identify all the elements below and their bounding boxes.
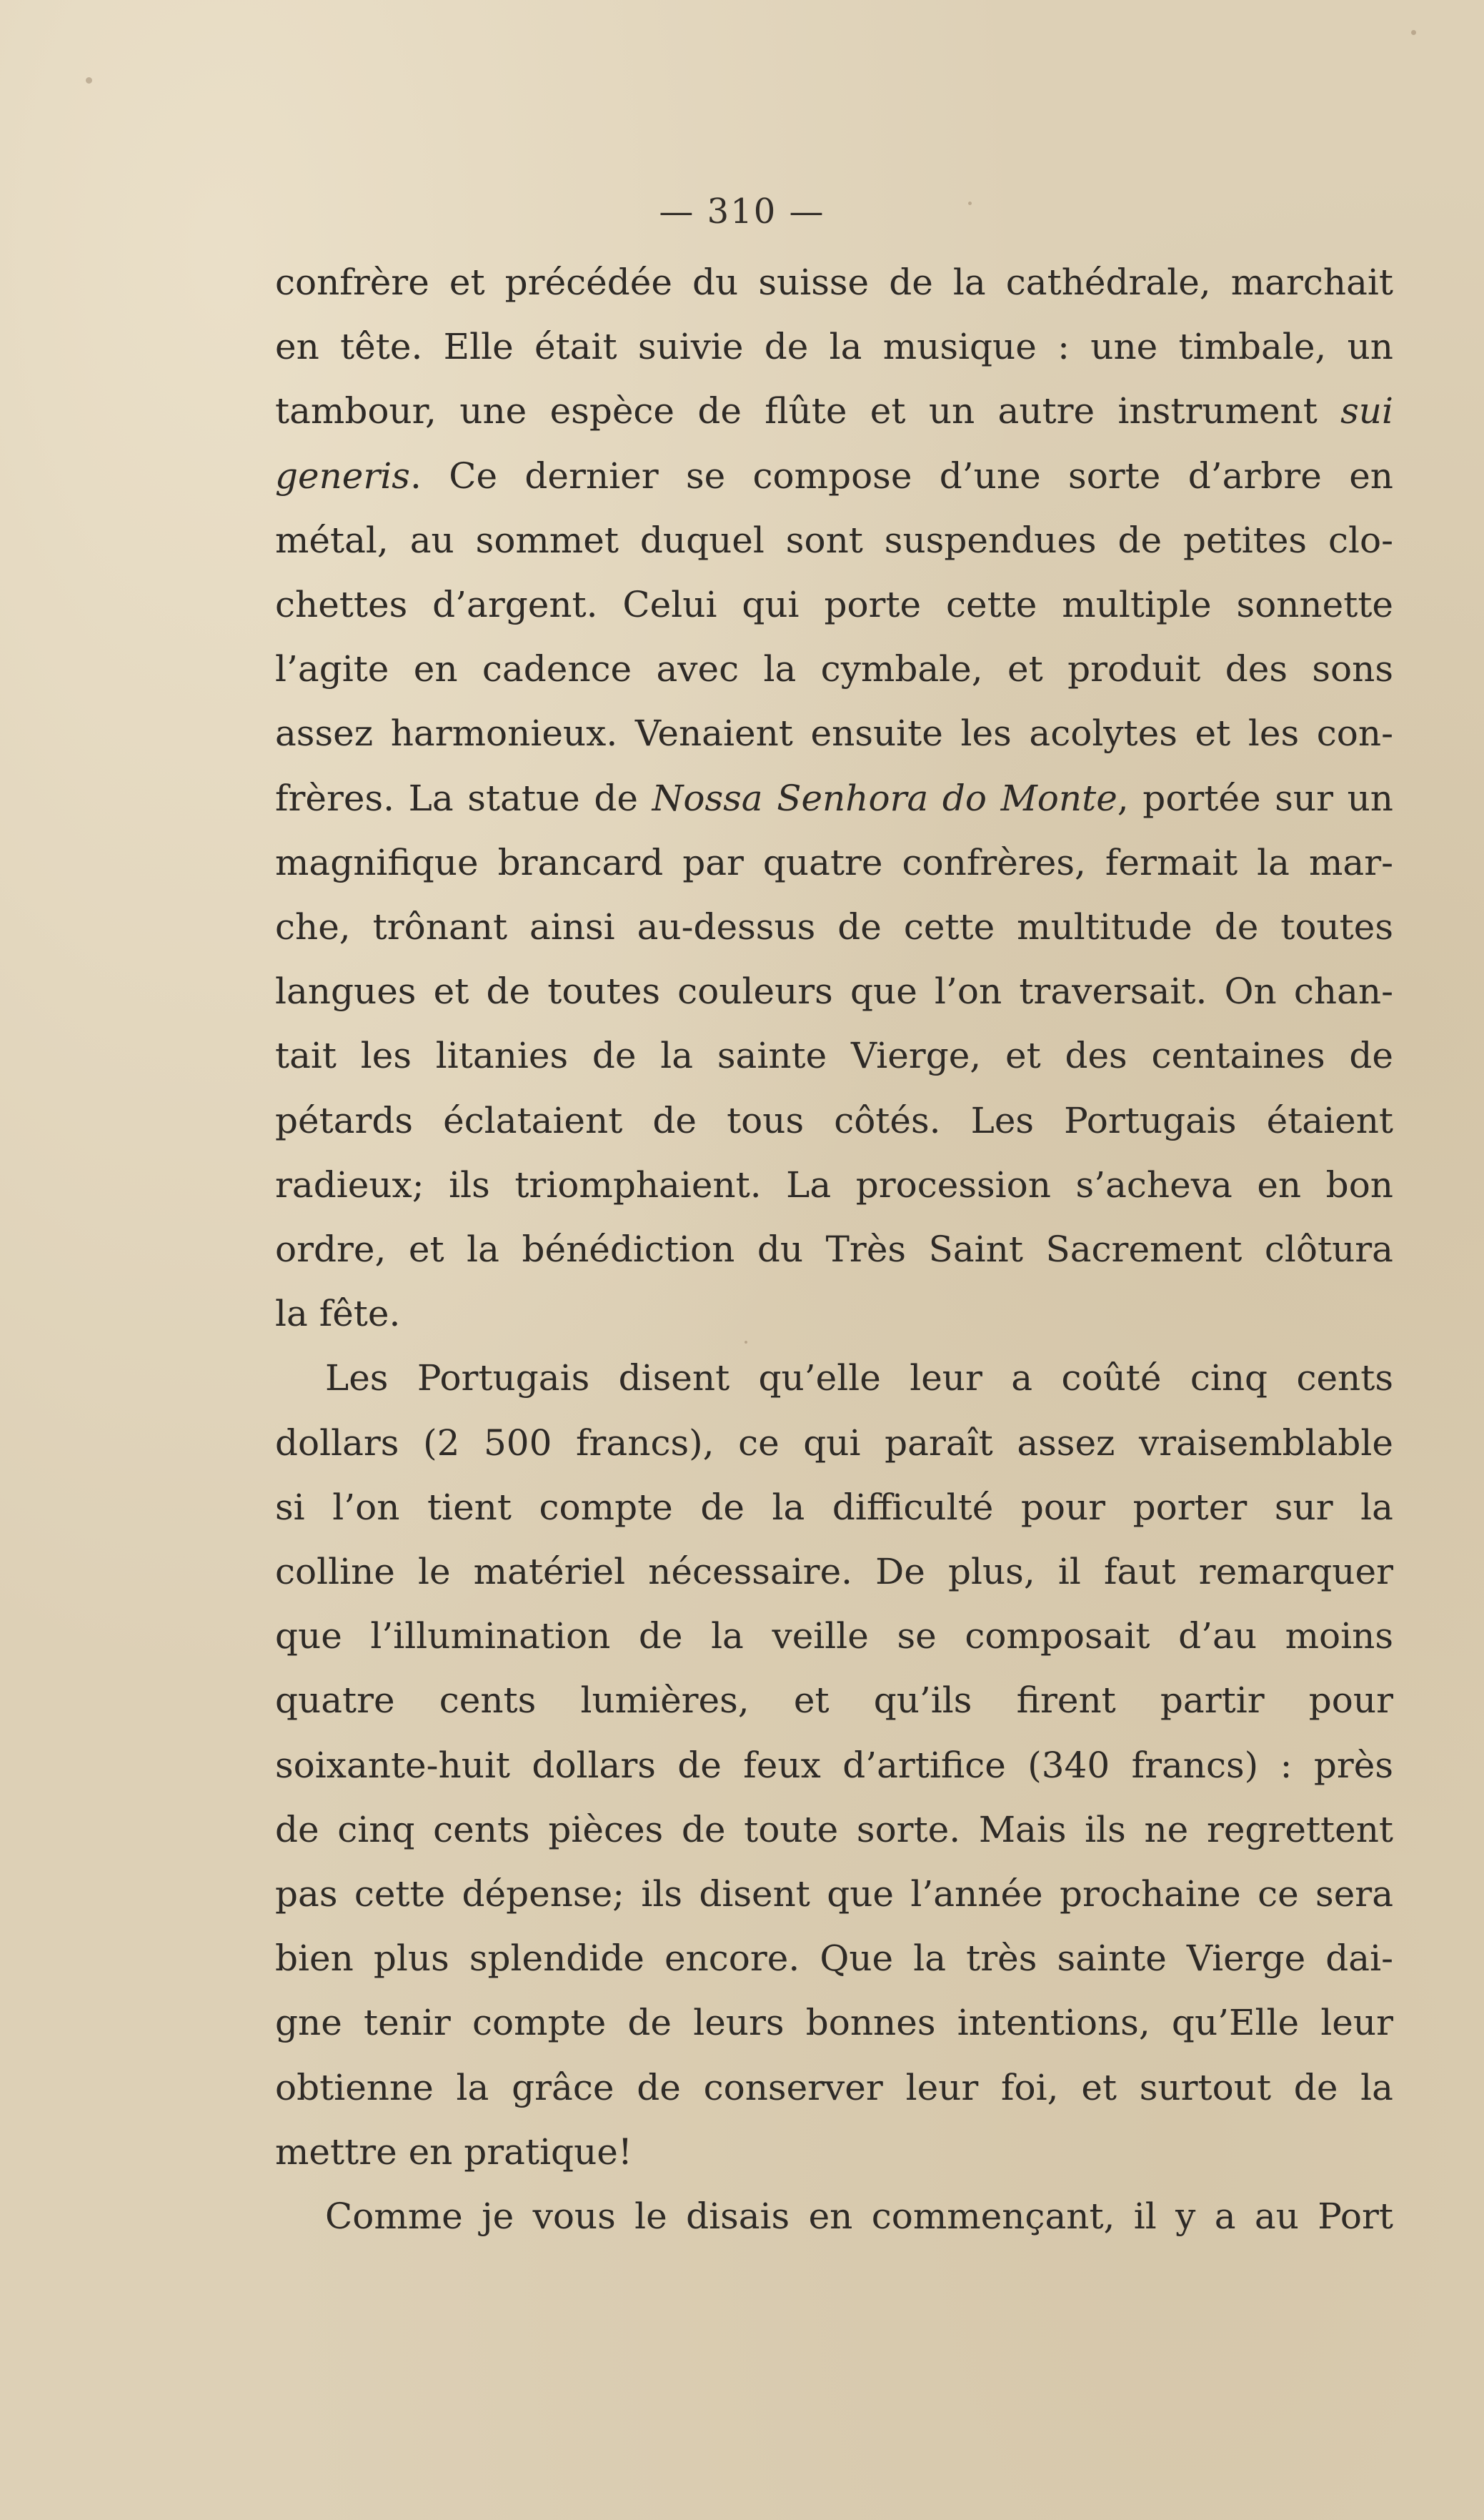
text-segment: chettes d’argent. Celui qui porte cette multiple sonnette bbox=[275, 584, 1393, 625]
text-segment: . Ce dernier se compose d’une sorte d’arbre en bbox=[409, 455, 1393, 497]
text-segment: que l’illumination de la veille se composait d’au moins bbox=[275, 1615, 1393, 1657]
text-line bbox=[275, 1668, 1393, 1732]
text-segment: colline le matériel nécessaire. De plus, il faut remarquer bbox=[275, 1551, 1393, 1592]
text-line bbox=[275, 1346, 1393, 1410]
text-segment: l’agite en cadence avec la cymbale, et produit des sons bbox=[275, 648, 1393, 690]
text-line bbox=[275, 1539, 1393, 1604]
text-line bbox=[275, 2120, 1393, 2184]
italic-segment: sui bbox=[1340, 390, 1393, 432]
text-line bbox=[275, 1862, 1393, 1926]
text-segment: Comme je vous le disais en commençant, il y a au Port bbox=[325, 2196, 1393, 2237]
text-line bbox=[275, 895, 1393, 959]
text-line bbox=[275, 1281, 1393, 1346]
text-segment: langues et de toutes couleurs que l’on traversait. On chan- bbox=[275, 971, 1393, 1012]
italic-segment: Nossa Senhora do Monte bbox=[652, 778, 1117, 819]
body-text bbox=[275, 250, 1393, 2394]
text-segment: Les Portugais disent qu’elle leur a coûté cinq cents bbox=[325, 1357, 1393, 1399]
paper-speck bbox=[86, 77, 92, 84]
paper-speck bbox=[1411, 30, 1416, 35]
text-segment: soixante-huit dollars de feux d’artifice (340 francs) : près bbox=[275, 1745, 1393, 1786]
text-line bbox=[275, 508, 1393, 572]
text-segment: dollars (2 500 francs), ce qui paraît assez vraisemblable bbox=[275, 1422, 1393, 1464]
text-line bbox=[275, 2055, 1393, 2120]
text-line bbox=[275, 766, 1393, 830]
text-line bbox=[275, 1217, 1393, 1281]
text-line bbox=[275, 1088, 1393, 1153]
text-segment: frères. La statue de bbox=[275, 778, 652, 819]
page-number: — 310 — bbox=[659, 192, 825, 232]
text-line bbox=[275, 959, 1393, 1023]
text-segment: assez harmonieux. Venaient ensuite les acolytes et les con- bbox=[275, 713, 1393, 754]
text-line bbox=[275, 1023, 1393, 1088]
text-segment: mettre en pratique! bbox=[275, 2131, 632, 2173]
text-line bbox=[275, 379, 1393, 443]
text-segment: métal, au sommet duquel sont suspendues de petites clo- bbox=[275, 520, 1393, 561]
text-segment: si l’on tient compte de la difficulté pour porter sur la bbox=[275, 1487, 1393, 1528]
text-line bbox=[275, 1926, 1393, 1990]
text-segment: magnifique brancard par quatre confrères, fermait la mar- bbox=[275, 842, 1393, 883]
text-line bbox=[275, 1153, 1393, 1217]
text-segment: bien plus splendide encore. Que la très sainte Vierge dai- bbox=[275, 1938, 1393, 1979]
text-line bbox=[275, 1990, 1393, 2055]
text-segment: che, trônant ainsi au-dessus de cette multitude de toutes bbox=[275, 906, 1393, 948]
text-line bbox=[275, 444, 1393, 508]
text-segment: tait les litanies de la sainte Vierge, et des centaines de bbox=[275, 1035, 1393, 1076]
text-segment: tambour, une espèce de flûte et un autre instrument bbox=[275, 390, 1341, 432]
italic-segment: generis bbox=[275, 455, 410, 497]
text-segment: de cinq cents pièces de toute sorte. Mais ils ne regrettent bbox=[275, 1809, 1393, 1850]
text-line bbox=[275, 637, 1393, 701]
text-segment: quatre cents lumières, et qu’ils firent partir pour bbox=[275, 1680, 1393, 1721]
text-line bbox=[275, 2184, 1393, 2248]
text-segment: , portée sur un bbox=[1117, 778, 1393, 819]
text-line bbox=[275, 314, 1393, 379]
text-segment: en tête. Elle était suivie de la musique : une timbale, un bbox=[275, 326, 1393, 367]
text-segment: ordre, et la bénédiction du Très Saint Sacrement clôtura bbox=[275, 1229, 1393, 1270]
text-line bbox=[275, 830, 1393, 895]
text-line bbox=[275, 572, 1393, 637]
text-line bbox=[275, 1797, 1393, 1862]
text-line bbox=[275, 1411, 1393, 1475]
text-segment: confrère et précédée du suisse de la cathédrale, marchait bbox=[275, 262, 1393, 303]
text-line bbox=[275, 1604, 1393, 1668]
text-segment: pas cette dépense; ils disent que l’année prochaine ce sera bbox=[275, 1873, 1393, 1915]
text-line bbox=[275, 701, 1393, 765]
text-segment: radieux; ils triomphaient. La procession s’acheva en bon bbox=[275, 1164, 1393, 1206]
text-line bbox=[275, 1733, 1393, 1797]
text-segment: obtienne la grâce de conserver leur foi, et surtout de la bbox=[275, 2067, 1393, 2108]
text-segment: la fête. bbox=[275, 1293, 401, 1334]
text-line bbox=[275, 1475, 1393, 1539]
text-line bbox=[275, 250, 1393, 314]
text-segment: gne tenir compte de leurs bonnes intentions, qu’Elle leur bbox=[275, 2002, 1393, 2043]
text-segment: pétards éclataient de tous côtés. Les Portugais étaient bbox=[275, 1100, 1393, 1141]
